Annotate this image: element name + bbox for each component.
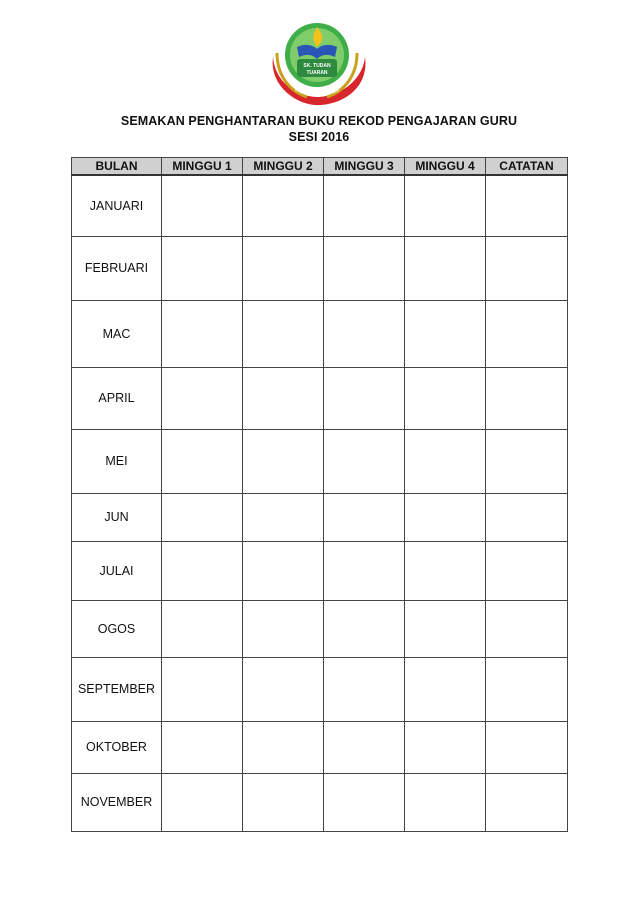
cell <box>486 175 568 236</box>
cell <box>324 175 405 236</box>
cell <box>486 236 568 300</box>
cell <box>162 236 243 300</box>
table-row <box>72 429 568 493</box>
table-row <box>72 541 568 600</box>
cell <box>162 657 243 721</box>
cell <box>162 493 243 541</box>
month-cell: OGOS <box>72 600 162 657</box>
table-row <box>72 721 568 773</box>
month-cell: FEBRUARI <box>72 236 162 300</box>
cell <box>405 236 486 300</box>
cell <box>405 657 486 721</box>
month-cell: JUN <box>72 493 162 541</box>
cell <box>324 600 405 657</box>
cell <box>486 367 568 429</box>
month-cell: JANUARI <box>72 175 162 236</box>
school-logo <box>259 17 375 109</box>
month-cell: NOVEMBER <box>72 773 162 831</box>
cell <box>162 300 243 367</box>
month-cell: APRIL <box>72 367 162 429</box>
cell <box>405 773 486 831</box>
cell <box>405 300 486 367</box>
cell <box>243 721 324 773</box>
cell <box>243 367 324 429</box>
cell <box>405 367 486 429</box>
cell <box>243 773 324 831</box>
header-minggu-4: MINGGU 4 <box>405 158 486 176</box>
cell <box>324 429 405 493</box>
cell <box>324 773 405 831</box>
cell <box>486 541 568 600</box>
cell <box>162 721 243 773</box>
cell <box>405 721 486 773</box>
month-cell: OKTOBER <box>72 721 162 773</box>
cell <box>486 721 568 773</box>
cell <box>486 600 568 657</box>
cell <box>486 657 568 721</box>
cell <box>324 493 405 541</box>
month-cell: MEI <box>72 429 162 493</box>
cell <box>405 175 486 236</box>
cell <box>243 236 324 300</box>
table-row <box>72 773 568 831</box>
table-row <box>72 300 568 367</box>
cell <box>405 600 486 657</box>
cell <box>162 541 243 600</box>
cell <box>243 600 324 657</box>
header-minggu-1: MINGGU 1 <box>162 158 243 176</box>
header-minggu-3: MINGGU 3 <box>324 158 405 176</box>
month-cell: MAC <box>72 300 162 367</box>
cell <box>162 429 243 493</box>
logo-motto: Ilmu Amal Akhlak Mulia <box>294 87 340 98</box>
table-row <box>72 175 568 236</box>
month-cell: SEPTEMBER <box>72 657 162 721</box>
cell <box>405 541 486 600</box>
cell <box>405 493 486 541</box>
cell <box>324 657 405 721</box>
header-catatan: CATATAN <box>486 158 568 176</box>
cell <box>324 721 405 773</box>
session-label: SESI 2016 <box>288 130 350 144</box>
table-row <box>72 657 568 721</box>
header-bulan: BULAN <box>72 158 162 176</box>
cell <box>405 429 486 493</box>
table-row <box>72 367 568 429</box>
cell <box>243 657 324 721</box>
cell <box>486 429 568 493</box>
month-cell: JULAI <box>72 541 162 600</box>
cell <box>162 175 243 236</box>
cell <box>243 541 324 600</box>
cell <box>324 236 405 300</box>
table-header-row <box>72 158 568 176</box>
cell <box>324 367 405 429</box>
cell <box>324 300 405 367</box>
cell <box>324 541 405 600</box>
cell <box>243 175 324 236</box>
cell <box>162 367 243 429</box>
cell <box>486 300 568 367</box>
cell <box>243 493 324 541</box>
logo-school-line1: SK. TUDAN <box>303 63 331 69</box>
table-row <box>72 493 568 541</box>
cell <box>486 493 568 541</box>
page-title: SEMAKAN PENGHANTARAN BUKU REKOD PENGAJARAN GURU <box>120 114 518 128</box>
record-table <box>71 157 568 832</box>
cell <box>486 773 568 831</box>
table-row <box>72 236 568 300</box>
logo-school-line2: TUARAN <box>306 70 328 76</box>
cell <box>162 773 243 831</box>
header-minggu-2: MINGGU 2 <box>243 158 324 176</box>
cell <box>243 429 324 493</box>
cell <box>243 300 324 367</box>
table-row <box>72 600 568 657</box>
cell <box>162 600 243 657</box>
